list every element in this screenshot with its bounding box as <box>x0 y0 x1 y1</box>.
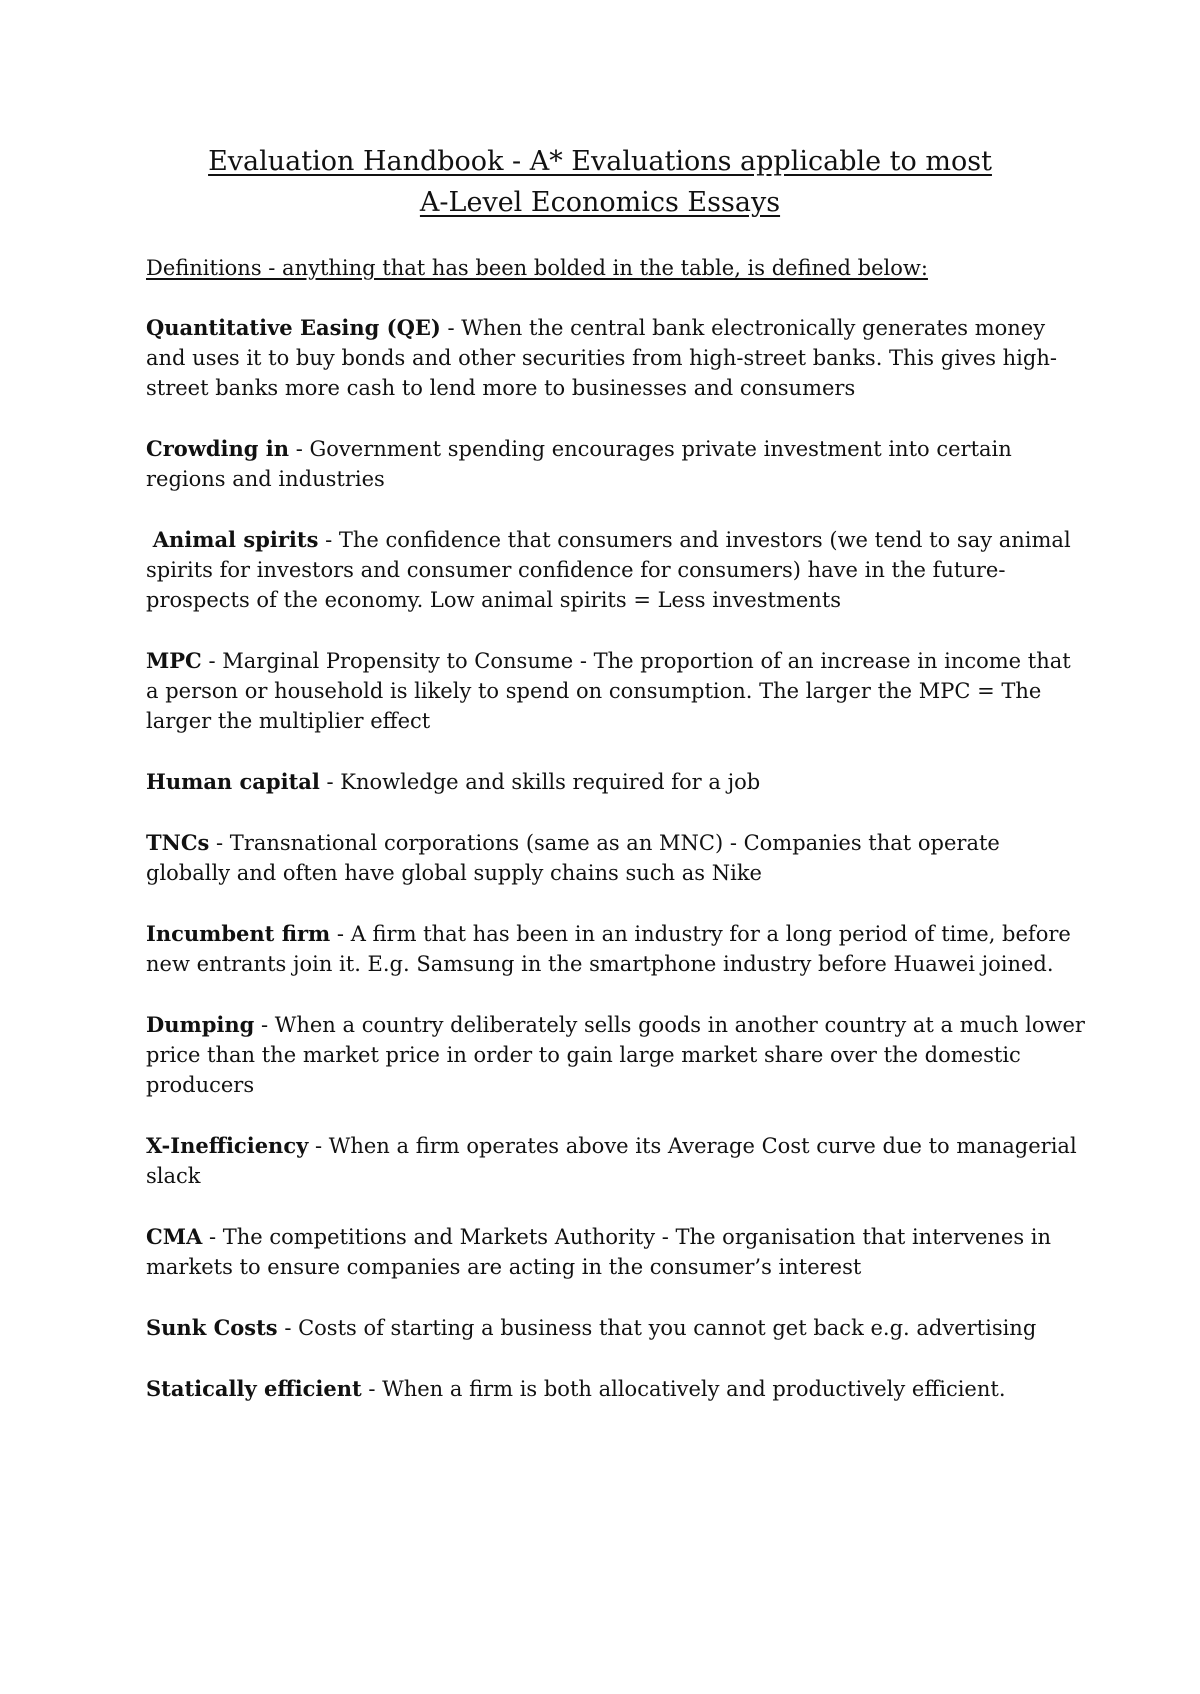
definition-entry <box>146 767 1086 797</box>
definition-term: Statically efficient <box>146 1376 362 1401</box>
definition-term: Incumbent firm <box>146 921 331 946</box>
definition-term: X-Inefficiency <box>146 1133 309 1158</box>
definition-text: - Costs of starting a business that you cannot get back e.g. advertising <box>277 1316 1037 1340</box>
definition-text: - When a country deliberately sells goods in another country at a much lower price than the market price in order to gain large market share over the domestic producers <box>146 1013 1085 1097</box>
definition-text: - The competitions and Markets Authority - The organisation that intervenes in markets to ensure companies are acting in the consumer’s interest <box>146 1225 1052 1279</box>
definition-term: Dumping <box>146 1012 255 1037</box>
definition-entry <box>146 919 1086 979</box>
definition-entry <box>146 1131 1086 1191</box>
definition-entry <box>146 1313 1086 1343</box>
definition-text: - Government spending encourages private investment into certain regions and industries <box>146 437 1012 491</box>
definition-entry <box>146 828 1086 888</box>
definition-text: - Transnational corporations (same as an MNC) - Companies that operate globally and often have global supply chains such as Nike <box>146 831 1000 885</box>
definition-text: - Marginal Propensity to Consume - The proportion of an increase in income that a person or household is likely to spend on consumption. The larger the MPC = The larger the multiplier effect <box>146 649 1071 733</box>
definition-entry <box>146 1374 1086 1404</box>
definition-entry <box>146 1222 1086 1282</box>
definition-entry <box>146 646 1086 736</box>
definition-entry <box>146 525 1086 615</box>
definition-entry <box>146 434 1086 494</box>
definition-text: - Knowledge and skills required for a job <box>319 770 761 794</box>
title-line-2: A-Level Economics Essays <box>419 187 781 218</box>
definition-term: Animal spirits <box>152 527 319 552</box>
definition-term: Sunk Costs <box>146 1315 278 1340</box>
page-title <box>100 141 1100 223</box>
definitions-section <box>146 253 1086 1435</box>
definition-term: Crowding in <box>146 436 290 461</box>
definition-text: - A firm that has been in an industry for a long period of time, before new entrants join it. E.g. Samsung in the smartphone industry before Huawei joined. <box>146 922 1071 976</box>
definition-text: - When a firm operates above its Average Cost curve due to managerial slack <box>146 1134 1077 1188</box>
definition-term: CMA <box>146 1224 203 1249</box>
definition-text: - The confidence that consumers and investors (we tend to say animal spirits for investors and consumer confidence for consumers) have in the future-prospects of the economy. Low animal spirits = Less investments <box>146 528 1071 612</box>
title-line-1: Evaluation Handbook - A* Evaluations applicable to most <box>208 146 992 177</box>
definition-term: Quantitative Easing (QE) <box>146 315 441 340</box>
definition-term: MPC <box>146 648 202 673</box>
definitions-subheading: Definitions - anything that has been bolded in the table, is defined below: <box>146 256 928 280</box>
definition-text: - When the central bank electronically generates money and uses it to buy bonds and other securities from high-street banks. This gives high-street banks more cash to lend more to businesses and consumers <box>146 316 1057 400</box>
definition-entry <box>146 1010 1086 1100</box>
definition-term: Human capital <box>146 769 320 794</box>
definition-text: - When a firm is both allocatively and productively efficient. <box>361 1377 1006 1401</box>
definition-term: TNCs <box>146 830 210 855</box>
definition-entry <box>146 313 1086 403</box>
